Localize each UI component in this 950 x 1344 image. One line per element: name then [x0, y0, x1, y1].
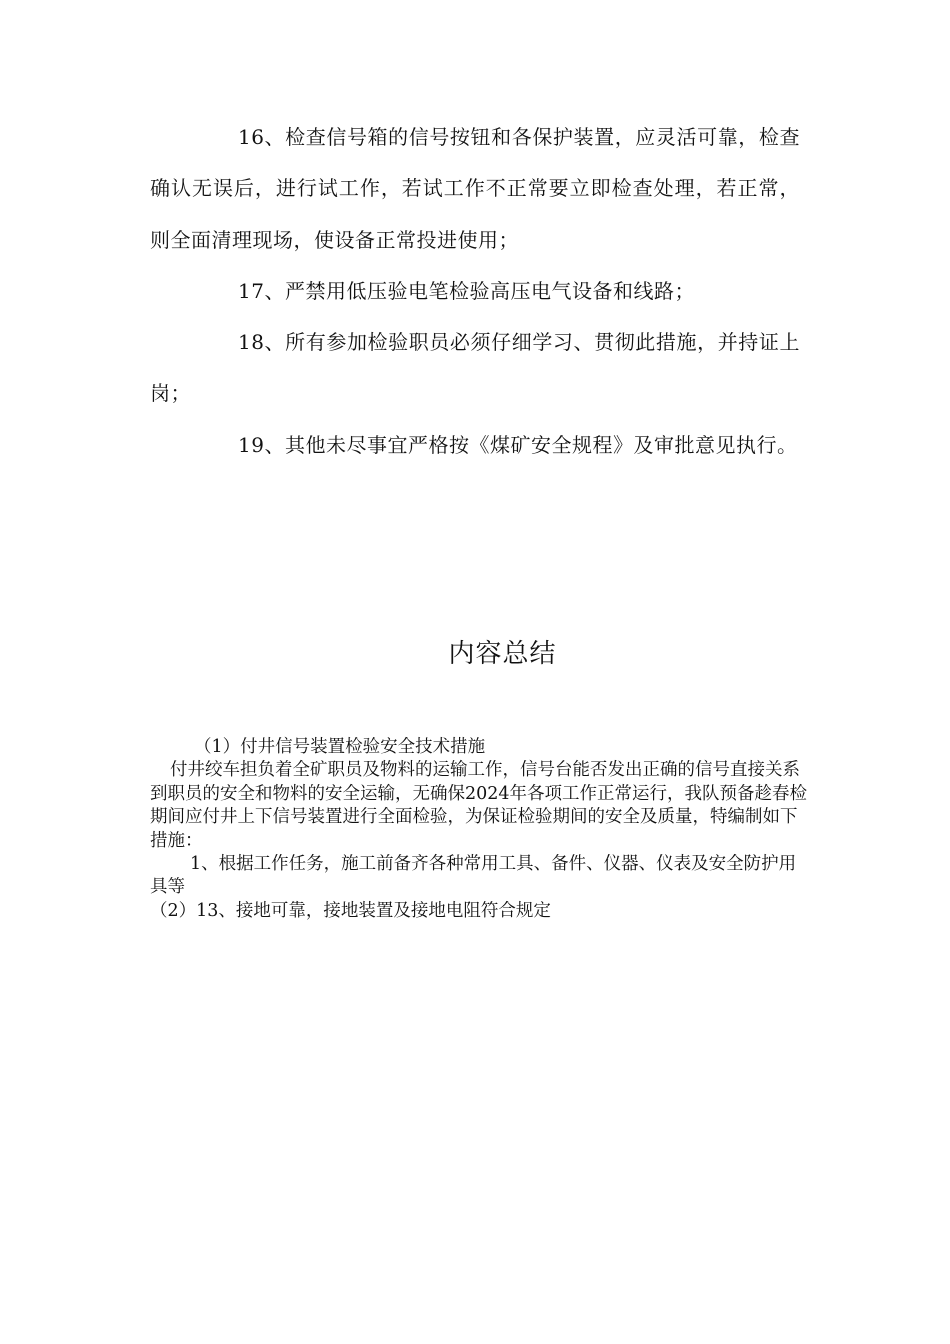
summary-line-3: 1、根据工作任务，施工前备齐各种常用工具、备件、仪器、仪表及安全防护用具等 [150, 854, 797, 898]
summary-line-4: （2）13、接地可靠，接地装置及接地电阻符合规定 [150, 900, 551, 921]
summary-body [150, 736, 810, 923]
paragraph-19: 19、其他未尽事宜严格按《煤矿安全规程》及审批意见执行。 [238, 432, 798, 457]
main-body-text [150, 112, 800, 471]
paragraph-17: 17、严禁用低压验电笔检验高压电气设备和线路； [238, 278, 695, 303]
paragraph-16: 16、检查信号箱的信号按钮和各保护装置，应灵活可靠，检查确认无误后，进行试工作，若试工作不正常要立即检查处理，若正常，则全面清理现场，使设备正常投进使用； [150, 125, 800, 252]
summary-line-1: （1）付井信号装置检验安全技术措施 [194, 737, 486, 757]
summary-title: 内容总结 [448, 639, 557, 669]
paragraph-18: 18、所有参加检验职员必须仔细学习、贯彻此措施，并持证上岗； [150, 330, 800, 406]
summary-line-2: 付井绞车担负着全矿职员及物料的运输工作，信号台能否发出正确的信号直接关系到职员的安全和物料的安全运输，无确保2024年各项工作正常运行，我队预备趁春检期间应付井上下信号装置进行全面检验，为保证检验期间的安全及质量，特编制如下措施： [150, 760, 808, 851]
